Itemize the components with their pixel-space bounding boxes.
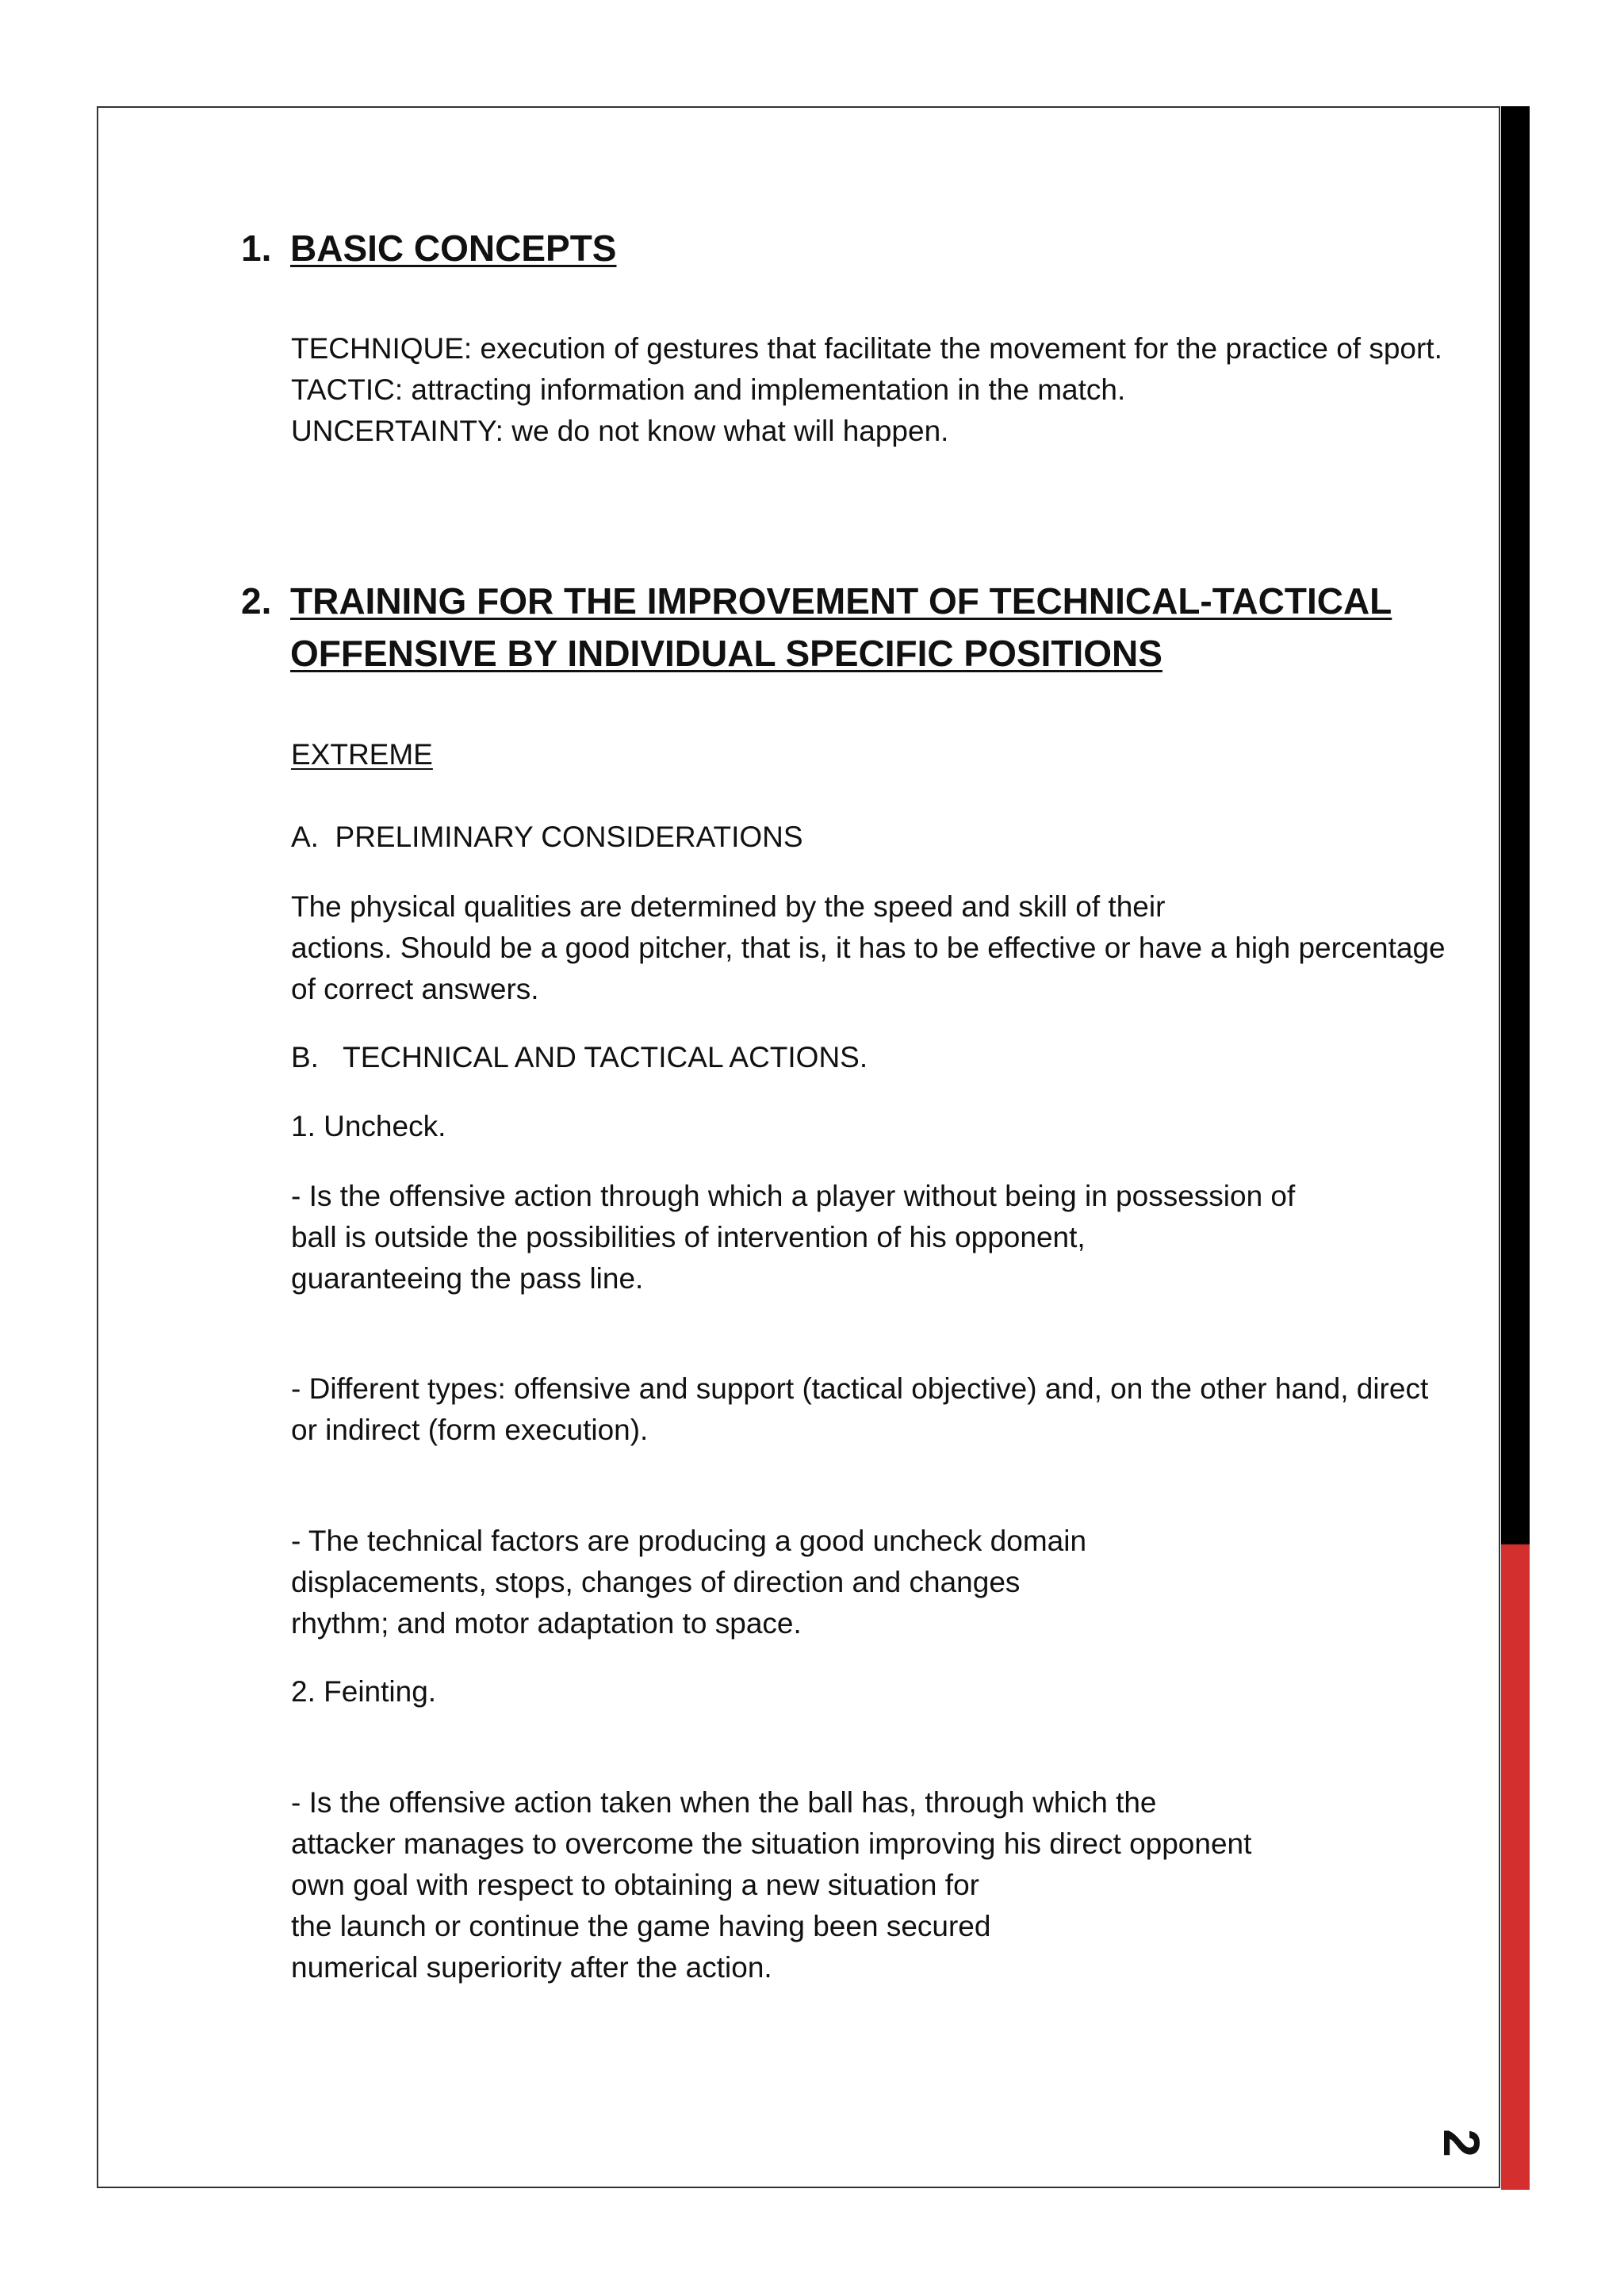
para-a-line-3: of correct answers.: [291, 973, 539, 1005]
item-1-para-3-line-2: displacements, stops, changes of direction and changes: [291, 1566, 1021, 1598]
side-bar-black: [1501, 106, 1530, 1544]
section-2-title-line-1: TRAINING FOR THE IMPROVEMENT OF TECHNICAL-TACTICAL: [290, 580, 1392, 622]
item-1-para-2-line-2: or indirect (form execution).: [291, 1414, 649, 1446]
section-2-title-line-2: OFFENSIVE BY INDIVIDUAL SPECIFIC POSITIONS: [290, 633, 1162, 674]
part-a-heading: A. PRELIMINARY CONSIDERATIONS: [291, 821, 803, 853]
side-bar-red: [1501, 1544, 1530, 2190]
item-2-para-1-line-2: attacker manages to overcome the situation improving his direct opponent: [291, 1827, 1252, 1860]
item-2-para-1-line-5: numerical superiority after the action.: [291, 1951, 772, 1984]
section-1-title: BASIC CONCEPTS: [290, 228, 617, 269]
item-2-para-1-line-4: the launch or continue the game having been secured: [291, 1910, 991, 1942]
item-1-para-2-line-1: - Different types: offensive and support (tactical objective) and, on the other hand, direct: [291, 1372, 1429, 1405]
section-1-heading: [241, 222, 1431, 274]
definition-uncertainty: UNCERTAINTY: we do not know what will happen.: [291, 415, 949, 447]
item-1-para-1-line-1: - Is the offensive action through which a player without being in possession of: [291, 1180, 1296, 1212]
definition-technique: TECHNIQUE: execution of gestures that facilitate the movement for the practice of sport.: [291, 332, 1442, 365]
section-2-number: 2.: [241, 580, 272, 622]
item-1-para-1-line-3: guaranteeing the pass line.: [291, 1262, 644, 1295]
para-a-line-2: actions. Should be a good pitcher, that is, it has to be effective or have a high percentage: [291, 932, 1446, 964]
part-b-heading: B. TECHNICAL AND TACTICAL ACTIONS.: [291, 1041, 868, 1073]
page-number: 2: [1433, 2129, 1490, 2157]
item-2-para-1-line-3: own goal with respect to obtaining a new situation for: [291, 1869, 979, 1901]
subheading-extreme: EXTREME: [291, 738, 433, 771]
section-2-heading: [241, 575, 1478, 679]
item-2-heading: 2. Feinting.: [291, 1675, 437, 1708]
item-1-heading: 1. Uncheck.: [291, 1110, 446, 1142]
item-1-para-3-line-1: - The technical factors are producing a good uncheck domain: [291, 1525, 1087, 1557]
section-1-number: 1.: [241, 228, 272, 269]
item-2-para-1-line-1: - Is the offensive action taken when the ball has, through which the: [291, 1786, 1157, 1819]
para-a-line-1: The physical qualities are determined by the speed and skill of their: [291, 890, 1166, 923]
definition-tactic: TACTIC: attracting information and implementation in the match.: [291, 373, 1126, 406]
item-1-para-1-line-2: ball is outside the possibilities of intervention of his opponent,: [291, 1221, 1086, 1253]
item-1-para-3-line-3: rhythm; and motor adaptation to space.: [291, 1607, 802, 1640]
